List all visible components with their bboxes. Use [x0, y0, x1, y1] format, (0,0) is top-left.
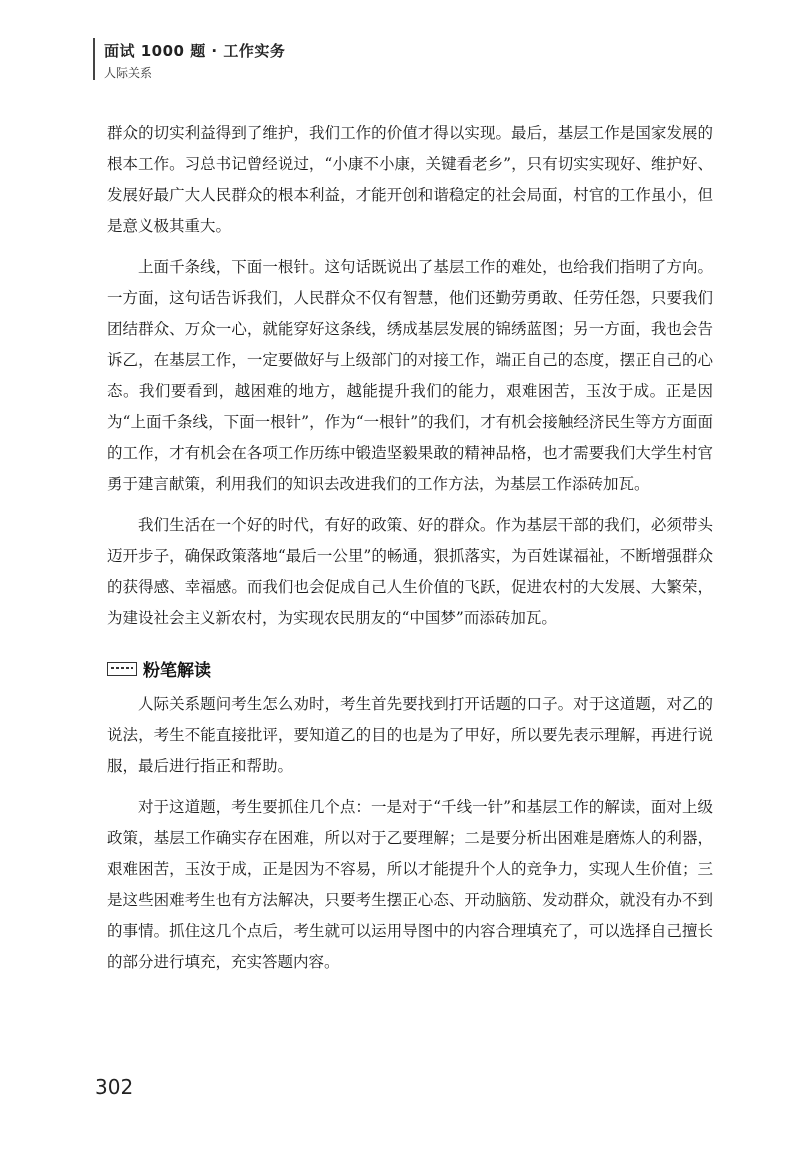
section-heading	[107, 656, 713, 681]
paragraph: 我们生活在一个好的时代，有好的政策、好的群众。作为基层干部的我们，必须带头迈开步子，确保政策落地“最后一公里”的畅通，狠抓落实，为百姓谋福祉，不断增强群众的获得感、幸福感。而我们也会促成自己人生价值的飞跃，促进农村的大发展、大繁荣，为建设社会主义新农村，为实现农民朋友的“中国梦”而添砖加瓦。	[107, 516, 713, 627]
paragraph-continued: 群众的切实利益得到了维护，我们工作的价值才得以实现。最后，基层工作是国家发展的根本工作。习总书记曾经说过，“小康不小康，关键看老乡”，只有切实实现好、维护好、发展好最广大人民群众的根本利益，才能开创和谐稳定的社会局面，村官的工作虽小，但是意义极其重大。	[107, 124, 713, 235]
running-header-title: 面试 1000 题 · 工作实务	[104, 42, 286, 60]
running-header-subtitle: 人际关系	[104, 66, 153, 80]
section-paragraph: 人际关系题问考生怎么劝时，考生首先要找到打开话题的口子。对于这道题，对乙的说法，考生不能直接批评，要知道乙的目的也是为了甲好，所以要先表示理解，再进行说服，最后进行指正和帮助。	[107, 695, 713, 775]
section-heading-text: 粉笔解读	[143, 661, 211, 681]
section-paragraph: 对于这道题，考生要抓住几个点：一是对于“千线一针”和基层工作的解读，面对上级政策，基层工作确实存在困难，所以对于乙要理解；二是要分析出困难是磨炼人的利器，艰难困苦，玉汝于成，正是因为不容易，所以才能提升个人的竞争力，实现人生价值；三是这些困难考生也有方法解决，只要考生摆正心态、开动脑筋、发动群众，就没有办不到的事情。抓住这几个点后，考生就可以运用导图中的内容合理填充了，可以选择自己擅长的部分进行填充，充实答题内容。	[107, 798, 713, 971]
chalk-icon	[107, 662, 137, 676]
page-body	[107, 118, 713, 988]
header-rule	[93, 38, 95, 80]
page-number: 302	[95, 1075, 134, 1099]
paragraph: 上面千条线，下面一根针。这句话既说出了基层工作的难处，也给我们指明了方向。一方面，这句话告诉我们，人民群众不仅有智慧，他们还勤劳勇敢、任劳任怨，只要我们团结群众、万众一心，就能穿好这条线，绣成基层发展的锦绣蓝图；另一方面，我也会告诉乙，在基层工作，一定要做好与上级部门的对接工作，端正自己的态度，摆正自己的心态。我们要看到，越困难的地方，越能提升我们的能力，艰难困苦，玉汝于成。正是因为“上面千条线，下面一根针”，作为“一根针”的我们，才有机会接触经济民生等方方面面的工作，才有机会在各项工作历练中锻造坚毅果敢的精神品格，也才需要我们大学生村官勇于建言献策，利用我们的知识去改进我们的工作方法，为基层工作添砖加瓦。	[107, 258, 713, 493]
